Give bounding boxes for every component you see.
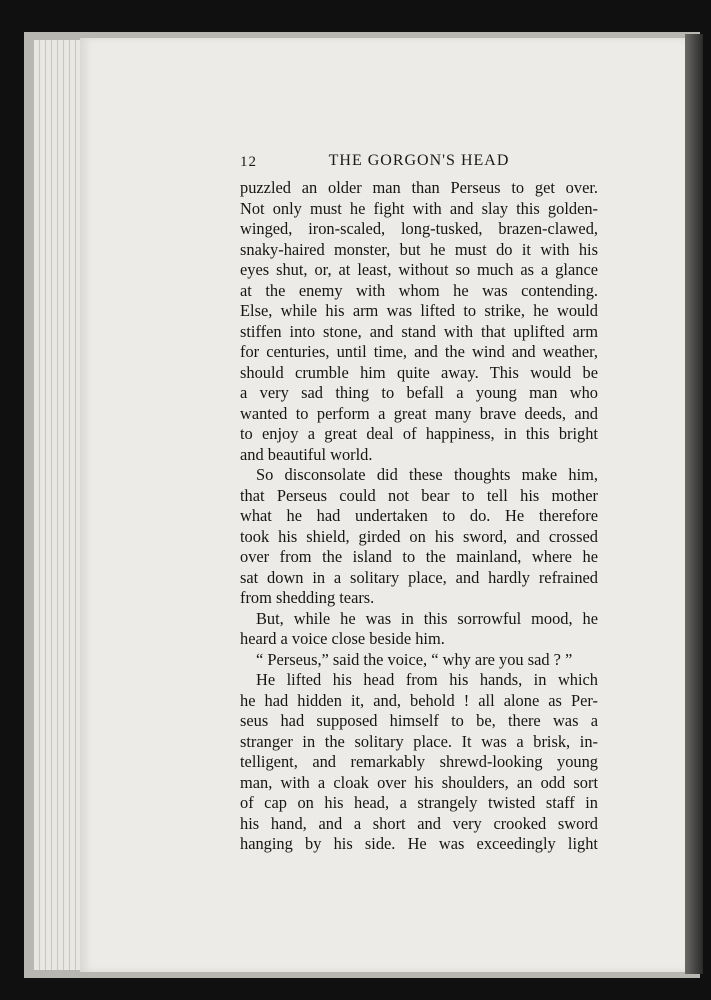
text-line: So disconsolate did these thoughts make him,: [256, 465, 598, 484]
text-line: and beautiful world.: [240, 444, 373, 464]
text-line: “ Perseus,” said the voice, “ why are you sad ? ”: [256, 649, 573, 669]
text-line: what he had undertaken to do. He therefore: [240, 506, 598, 525]
body-text: [240, 178, 598, 855]
text-line: hanging by his side. He was exceedingly light: [240, 834, 598, 853]
text-line: should crumble him quite away. This would be: [240, 362, 598, 382]
text-line: he had hidden it, and, behold ! all alone as Per-: [240, 690, 598, 710]
text-line: for centuries, until time, and the wind and weather,: [240, 342, 598, 361]
text-line: of cap on his head, a strangely twisted staff in: [240, 793, 598, 812]
text-line: took his shield, girded on his sword, and crossed: [240, 526, 598, 546]
text-line: that Perseus could not bear to tell his mother: [240, 485, 598, 505]
page-number: 12: [240, 154, 257, 170]
text-line: sat down in a solitary place, and hardly refrained: [240, 567, 598, 587]
text-line: man, with a cloak over his shoulders, an odd sort: [240, 772, 598, 792]
text-line: Not only must he fight with and slay this golden-: [240, 198, 598, 218]
text-line: heard a voice close beside him.: [240, 629, 445, 648]
text-line: to enjoy a great deal of happiness, in this bright: [240, 424, 598, 443]
text-line: his hand, and a short and very crooked sword: [240, 813, 598, 833]
text-line: He lifted his head from his hands, in which: [256, 670, 598, 689]
text-line: Else, while his arm was lifted to strike, he would: [240, 301, 598, 320]
text-line: stranger in the solitary place. It was a brisk, in-: [240, 731, 598, 751]
text-line: seus had supposed himself to be, there was a: [240, 711, 598, 730]
text-line: over from the island to the mainland, where he: [240, 547, 598, 566]
text-line: eyes shut, or, at least, without so much as a glance: [240, 260, 598, 279]
running-title: THE GORGON'S HEAD: [328, 152, 510, 169]
text-line: winged, iron-scaled, long-tusked, brazen-clawed,: [240, 219, 598, 238]
book-gutter-shadow: [685, 34, 703, 974]
text-line: from shedding tears.: [240, 588, 375, 607]
text-line: at the enemy with whom he was contending.: [240, 280, 598, 300]
page-edges: [34, 40, 82, 970]
running-head: [240, 150, 598, 174]
text-line: But, while he was in this sorrowful mood, he: [256, 608, 598, 628]
text-line: telligent, and remarkably shrewd-looking young: [240, 752, 598, 771]
text-line: wanted to perform a great many brave deeds, and: [240, 403, 598, 423]
text-line: stiffen into stone, and stand with that uplifted arm: [240, 321, 598, 341]
text-line: puzzled an older man than Perseus to get over.: [240, 178, 598, 197]
text-line: snaky-haired monster, but he must do it with his: [240, 239, 598, 259]
text-line: a very sad thing to befall a young man who: [240, 383, 598, 402]
